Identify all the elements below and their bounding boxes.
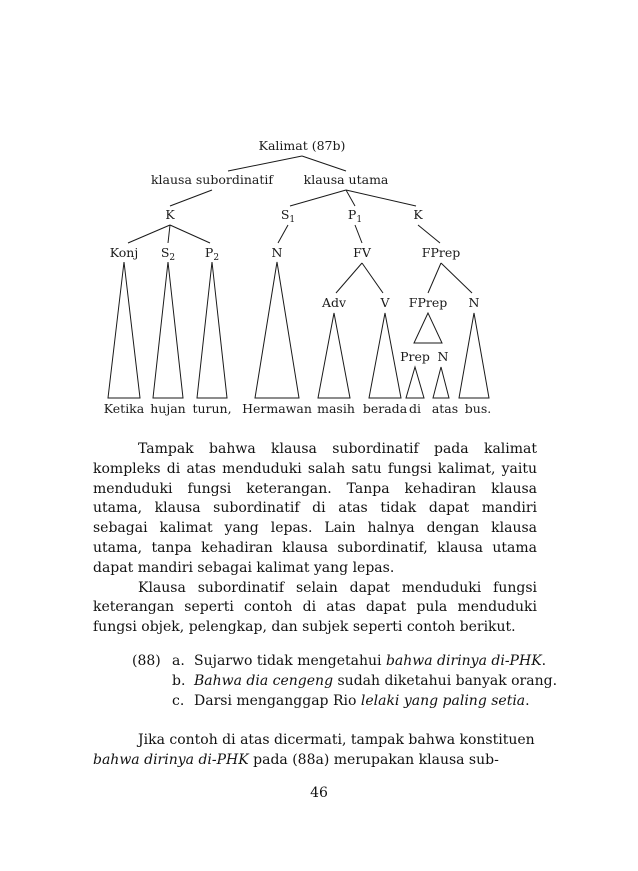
- example-text: Sujarwo tidak mengetahui: [194, 653, 386, 669]
- tree-branch: [228, 156, 302, 171]
- tree-word: bus.: [464, 401, 492, 416]
- tree-branch: [290, 190, 346, 206]
- paragraph-3-line-1: Jika contoh di atas dicermati, tampak bahwa konstituen: [138, 732, 535, 748]
- paragraph-3-line-2: [93, 751, 537, 771]
- tree-node-fv: FV: [353, 245, 371, 260]
- example-88a: [132, 651, 546, 671]
- tree-word: Hermawan: [242, 401, 312, 416]
- tree-branch: [441, 263, 472, 293]
- example-text: .: [541, 653, 547, 669]
- paragraph-1: Tampak bahwa klausa subordinatif pada kalimat kompleks di atas menduduki salah satu fungsi kalimat, yaitu menduduki fungsi keterangan. Tanpa kehadiran klausa utama, klausa subordinatif di atas tidak dapat mandiri sebagai kalimat yang lepas. Lain halnya dengan klausa utama, tanpa kehadiran klausa subordinatif, klausa utama dapat mandiri sebagai kalimat yang lepas.: [93, 441, 537, 576]
- tree-branch: [346, 190, 416, 206]
- tree-branch: [168, 225, 170, 243]
- tree-node-k1: K: [165, 207, 175, 222]
- tree-node-p2: $P_2$: [204, 245, 220, 263]
- tree-root: Kalimat (87b): [258, 138, 346, 153]
- tree-triangle: [414, 313, 442, 343]
- tree-branch: [170, 190, 212, 206]
- tree-triangle: [406, 367, 424, 398]
- tree-word: Ketika: [103, 401, 145, 416]
- tree-triangle: [108, 262, 140, 398]
- tree-branch: [355, 225, 362, 243]
- syntax-tree: [0, 0, 638, 430]
- body-text-block-2: [93, 731, 537, 771]
- tree-node-konj: Konj: [109, 245, 139, 260]
- paragraph-2: Klausa subordinatif selain dapat menduduki fungsi keterangan seperti contoh di atas dapat pula menduduki fungsi objek, pelengkap, dan subjek seperti contoh berikut.: [93, 579, 537, 636]
- tree-branch: [418, 225, 440, 243]
- tree-branch: [278, 225, 288, 243]
- tree-triangle: [197, 262, 227, 398]
- tree-word: masih: [317, 401, 355, 416]
- tree-triangle: [153, 262, 183, 398]
- tree-node-klausa-subordinatif: klausa subordinatif: [150, 172, 274, 187]
- tree-branch: [346, 190, 355, 206]
- tree-node-n3: N: [437, 349, 449, 364]
- tree-node-n1: N: [271, 245, 283, 260]
- tree-node-s1: $S_1$: [280, 207, 296, 225]
- page-number: 46: [310, 785, 328, 801]
- tree-node-k2: K: [413, 207, 423, 222]
- tree-branch: [336, 263, 362, 293]
- example-label: c.: [172, 693, 185, 709]
- example-88c: [132, 691, 530, 711]
- tree-word: atas: [431, 401, 459, 416]
- tree-word: turun,: [192, 401, 232, 416]
- tree-node-fprep: FPrep: [421, 245, 461, 260]
- tree-branch: [362, 263, 383, 293]
- tree-word: di: [409, 401, 421, 416]
- example-italic: lelaki yang paling setia: [360, 693, 526, 709]
- tree-node-v: V: [380, 295, 390, 310]
- tree-triangle: [459, 313, 489, 398]
- tree-triangle: [369, 313, 401, 398]
- tree-node-fprep2: FPrep: [408, 295, 448, 310]
- example-88b: [132, 671, 557, 691]
- body-text-block-1: [93, 440, 537, 638]
- tree-node-p1: $P_1$: [347, 207, 363, 225]
- tree-triangle: [318, 313, 350, 398]
- tree-word: hujan: [150, 401, 186, 416]
- tree-branch: [170, 225, 210, 243]
- tree-branch: [428, 263, 441, 293]
- tree-node-adv: Adv: [321, 295, 347, 310]
- example-italic: Bahwa dia cengeng: [194, 673, 334, 689]
- tree-branch: [128, 225, 170, 243]
- paragraph-3-rest: pada (88a) merupakan klausa sub-: [248, 751, 499, 768]
- tree-node-n2: N: [468, 295, 480, 310]
- example-label: a.: [172, 653, 185, 669]
- example-text: .: [525, 693, 530, 709]
- tree-triangle: [433, 367, 449, 398]
- tree-node-prep: Prep: [400, 349, 430, 364]
- example-text: Darsi menganggap Rio: [194, 693, 361, 709]
- tree-node-klausa-utama: klausa utama: [303, 172, 389, 187]
- tree-node-s2: $S_2$: [160, 245, 176, 263]
- tree-triangle: [255, 262, 299, 398]
- paragraph-3-italic: bahwa dirinya di-PHK: [93, 751, 249, 768]
- tree-branch: [302, 156, 346, 171]
- example-italic: bahwa dirinya di-PHK: [385, 653, 542, 669]
- tree-word: berada: [362, 401, 408, 416]
- example-number: (88): [132, 653, 161, 669]
- example-label: b.: [172, 673, 186, 689]
- example-text: sudah diketahui banyak orang.: [333, 673, 558, 689]
